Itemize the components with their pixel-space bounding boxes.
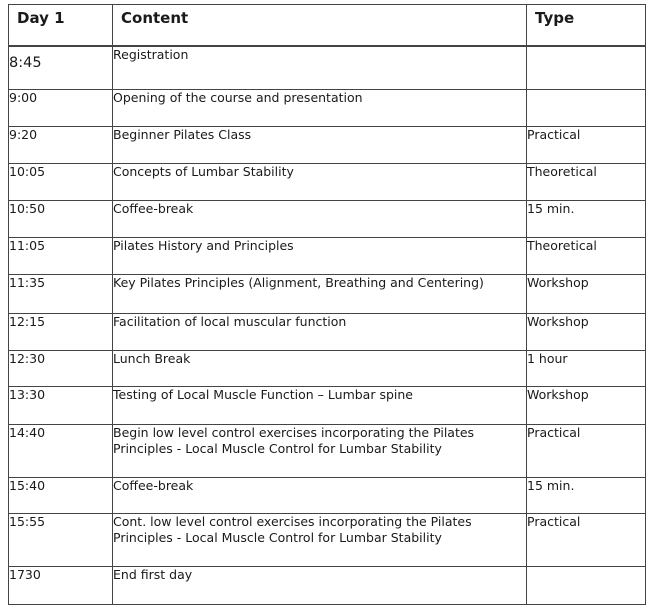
time-cell: 15:40 <box>9 477 113 513</box>
type-cell <box>527 46 646 89</box>
time-cell: 12:30 <box>9 350 113 386</box>
time-cell: 13:30 <box>9 386 113 424</box>
time-cell: 14:40 <box>9 424 113 477</box>
content-cell: Opening of the course and presentation <box>113 89 527 126</box>
type-cell: Practical <box>527 424 646 477</box>
time-cell: 10:05 <box>9 163 113 200</box>
table-row <box>9 237 646 274</box>
content-cell: Pilates History and Principles <box>113 237 527 274</box>
type-cell: Theoretical <box>527 163 646 200</box>
schedule-table <box>8 4 646 605</box>
type-cell: Theoretical <box>527 237 646 274</box>
type-cell: Practical <box>527 513 646 566</box>
type-cell <box>527 566 646 604</box>
table-row <box>9 46 646 89</box>
time-cell: 8:45 <box>9 46 113 89</box>
content-cell: Coffee-break <box>113 477 527 513</box>
time-cell: 11:05 <box>9 237 113 274</box>
content-cell: Cont. low level control exercises incorporating the Pilates Principles - Local Muscle Control for Lumbar Stability <box>113 513 527 566</box>
type-cell: 15 min. <box>527 200 646 237</box>
content-cell: End first day <box>113 566 527 604</box>
header-type: Type <box>527 5 646 47</box>
content-cell: Concepts of Lumbar Stability <box>113 163 527 200</box>
time-cell: 1730 <box>9 566 113 604</box>
time-cell: 9:00 <box>9 89 113 126</box>
content-cell: Lunch Break <box>113 350 527 386</box>
time-cell: 11:35 <box>9 274 113 313</box>
type-cell: 1 hour <box>527 350 646 386</box>
type-cell: Workshop <box>527 386 646 424</box>
table-row <box>9 163 646 200</box>
type-cell: Workshop <box>527 274 646 313</box>
content-cell: Testing of Local Muscle Function – Lumbar spine <box>113 386 527 424</box>
table-row <box>9 274 646 313</box>
table-row <box>9 566 646 604</box>
content-cell: Coffee-break <box>113 200 527 237</box>
time-cell: 12:15 <box>9 313 113 350</box>
table-row <box>9 126 646 163</box>
table-row <box>9 350 646 386</box>
time-cell: 9:20 <box>9 126 113 163</box>
time-cell: 15:55 <box>9 513 113 566</box>
type-cell: Practical <box>527 126 646 163</box>
type-cell: Workshop <box>527 313 646 350</box>
content-cell: Begin low level control exercises incorporating the Pilates Principles - Local Muscle Control for Lumbar Stability <box>113 424 527 477</box>
header-day: Day 1 <box>9 5 113 47</box>
table-row <box>9 513 646 566</box>
table-row <box>9 477 646 513</box>
content-cell: Registration <box>113 46 527 89</box>
table-row <box>9 89 646 126</box>
time-cell: 10:50 <box>9 200 113 237</box>
table-row <box>9 386 646 424</box>
header-row <box>9 5 646 47</box>
table-row <box>9 200 646 237</box>
type-cell <box>527 89 646 126</box>
content-cell: Beginner Pilates Class <box>113 126 527 163</box>
content-cell: Facilitation of local muscular function <box>113 313 527 350</box>
table-row <box>9 424 646 477</box>
type-cell: 15 min. <box>527 477 646 513</box>
header-content: Content <box>113 5 527 47</box>
content-cell: Key Pilates Principles (Alignment, Breathing and Centering) <box>113 274 527 313</box>
table-row <box>9 313 646 350</box>
